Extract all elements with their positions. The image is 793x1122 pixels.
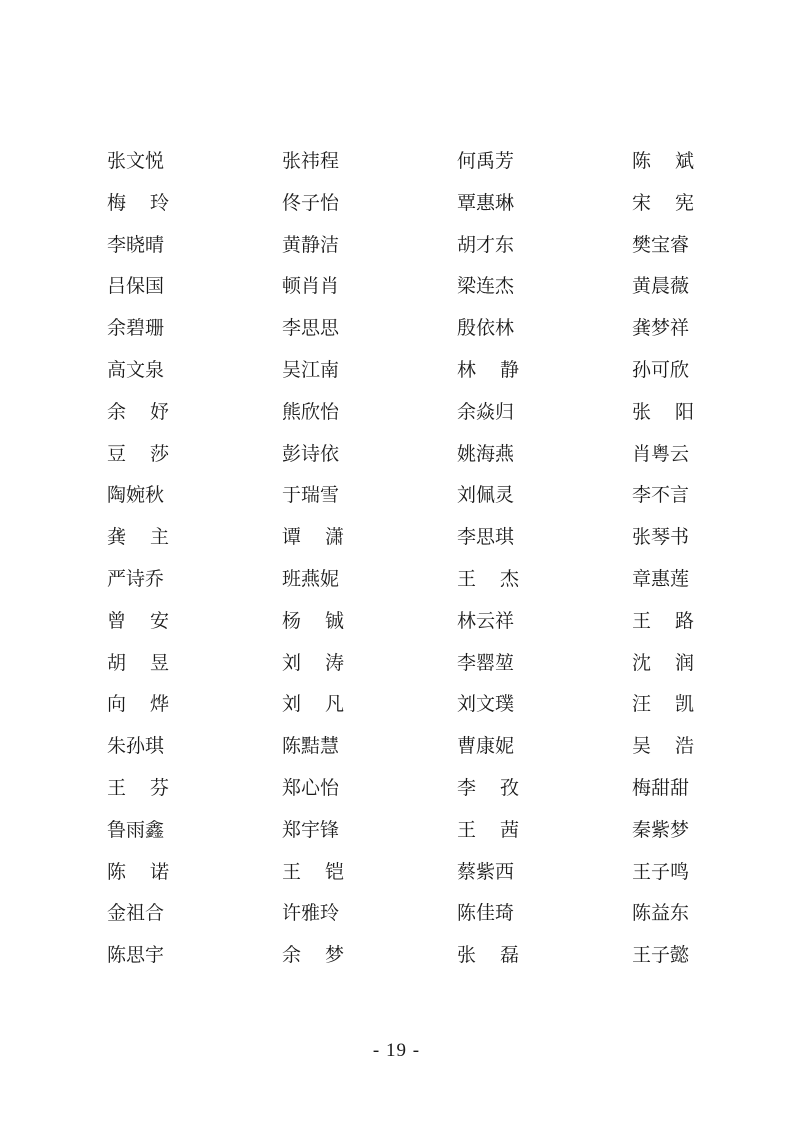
name-entry: 李思琪 <box>457 526 515 549</box>
name-entry: 刘文璞 <box>457 693 515 716</box>
name-entry: 黄静洁 <box>282 233 340 256</box>
name-entry: 张祎程 <box>282 150 340 172</box>
name-entry: 吕保国 <box>107 275 165 298</box>
name-entry: 吴江南 <box>282 358 340 381</box>
name-entry: 于瑞雪 <box>282 484 340 507</box>
name-entry: 黄晨薇 <box>632 275 690 298</box>
name-entry: 胡才东 <box>457 233 515 256</box>
name-entry: 樊宝睿 <box>632 233 690 256</box>
name-entry: 孙可欣 <box>632 358 690 381</box>
name-entry: 鲁雨鑫 <box>107 818 165 841</box>
name-entry: 李晓晴 <box>107 233 165 256</box>
name-entry: 覃惠琳 <box>457 191 515 214</box>
name-entry: 宋 宪 <box>632 191 694 214</box>
name-entry: 陈 诺 <box>107 860 169 883</box>
name-entry: 朱孙琪 <box>107 735 165 758</box>
name-entry: 严诗乔 <box>107 567 165 590</box>
name-entry: 熊欣怡 <box>282 400 340 423</box>
name-entry: 李罂堃 <box>457 651 515 674</box>
name-entry: 李思思 <box>282 317 340 340</box>
name-entry: 李 孜 <box>457 776 519 799</box>
name-entry: 曹康妮 <box>457 735 515 758</box>
name-entry: 肖粤云 <box>632 442 690 465</box>
name-entry: 胡 昱 <box>107 651 169 674</box>
name-entry: 顿肖肖 <box>282 275 340 298</box>
name-entry: 沈 润 <box>632 651 694 674</box>
name-entry: 陶婉秋 <box>107 484 165 507</box>
name-entry: 余 妤 <box>107 400 169 423</box>
name-entry: 余 梦 <box>282 944 344 967</box>
name-entry: 陈思宇 <box>107 944 165 967</box>
name-list <box>107 143 697 979</box>
name-entry: 何禹芳 <box>457 150 515 172</box>
name-entry: 谭 潇 <box>282 526 344 549</box>
name-entry: 殷依林 <box>457 317 515 340</box>
name-entry: 王 杰 <box>457 567 519 590</box>
name-entry: 王 芬 <box>107 776 169 799</box>
name-entry: 章惠莲 <box>632 567 690 590</box>
name-entry: 豆 莎 <box>107 442 169 465</box>
name-entry: 张琴书 <box>632 526 690 549</box>
name-entry: 蔡紫西 <box>457 860 515 883</box>
name-entry: 余碧珊 <box>107 317 165 340</box>
name-entry: 郑心怡 <box>282 776 340 799</box>
name-entry: 刘 凡 <box>282 693 344 716</box>
name-entry: 向 烨 <box>107 693 169 716</box>
name-entry: 林云祥 <box>457 609 515 632</box>
name-entry: 陈益东 <box>632 902 690 925</box>
name-entry: 秦紫梦 <box>632 818 690 841</box>
name-entry: 姚海燕 <box>457 442 515 465</box>
name-entry: 梅甜甜 <box>632 776 690 799</box>
name-entry: 王 茜 <box>457 818 519 841</box>
name-entry: 彭诗依 <box>282 442 340 465</box>
name-entry: 张文悦 <box>107 150 165 172</box>
name-entry: 梁连杰 <box>457 275 515 298</box>
name-entry: 张 阳 <box>632 400 694 423</box>
name-entry: 李不言 <box>632 484 690 507</box>
page-number: - 19 - <box>372 1040 421 1061</box>
name-entry: 佟子怡 <box>282 191 340 214</box>
name-entry: 班燕妮 <box>282 567 340 590</box>
name-entry: 刘 涛 <box>282 651 344 674</box>
name-entry: 王子懿 <box>632 944 690 967</box>
name-entry: 梅 玲 <box>107 191 169 214</box>
name-entry: 陈黠慧 <box>282 735 340 758</box>
name-entry: 林 静 <box>457 358 519 381</box>
name-entry: 张 磊 <box>457 944 519 967</box>
name-entry: 龚 主 <box>107 526 169 549</box>
name-entry: 王 铠 <box>282 860 344 883</box>
name-entry: 许雅玲 <box>282 902 340 925</box>
name-entry: 曾 安 <box>107 609 169 632</box>
name-entry: 吴 浩 <box>632 735 694 758</box>
name-entry: 汪 凯 <box>632 693 694 716</box>
name-entry: 郑宇锋 <box>282 818 340 841</box>
name-entry: 龚梦祥 <box>632 317 690 340</box>
name-entry: 王子鸣 <box>632 860 690 883</box>
name-entry: 刘佩灵 <box>457 484 515 507</box>
name-entry: 金祖合 <box>107 902 165 925</box>
name-entry: 陈佳琦 <box>457 902 515 925</box>
name-entry: 陈 斌 <box>632 150 694 172</box>
name-entry: 王 路 <box>632 609 694 632</box>
name-entry: 高文泉 <box>107 358 165 381</box>
name-entry: 杨 铖 <box>282 609 344 632</box>
name-entry: 余焱归 <box>457 400 515 423</box>
